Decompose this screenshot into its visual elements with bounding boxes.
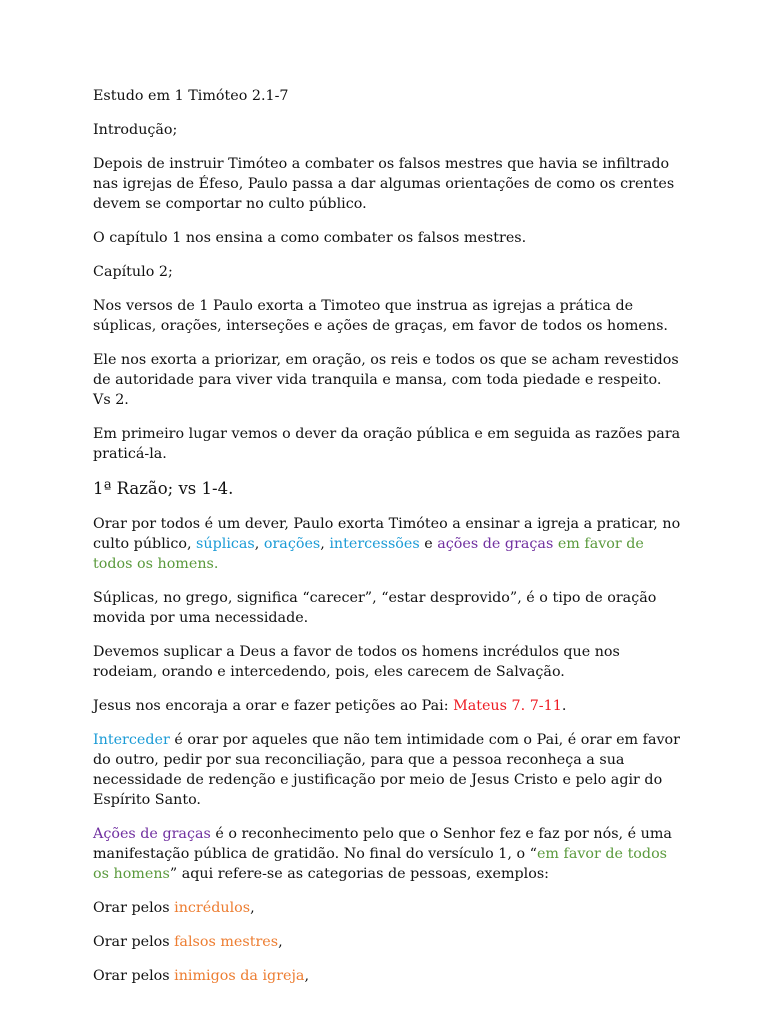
paragraph-context: Depois de instruir Timóteo a combater os falsos mestres que havia se infiltrado nas igrejas de Éfeso, Paulo passa a dar algumas orientações de como os crentes devem se comportar no culto público. [93, 156, 675, 212]
term-acoes-de-gracas-def: Ações de graças [93, 826, 211, 842]
list-prefix: Orar pelos [93, 968, 175, 984]
term-interceder: Interceder [93, 732, 170, 748]
list-suffix: , [250, 900, 255, 916]
acoes-text: é o reconhecimento pelo que o Senhor fez e faz por nós, é uma manifestação pública de gratidão. No final do versículo 1, o “ [93, 826, 672, 862]
encourage-text: Jesus nos encoraja a orar e fazer petições ao Pai: [93, 698, 454, 714]
acoes-text-end: ” aqui refere-se as categorias de pessoas, exemplos: [169, 866, 549, 882]
document-title: Estudo em 1 Timóteo 2.1-7 [93, 88, 289, 104]
list-term: falsos mestres [174, 934, 279, 950]
paragraph-suplicar: Devemos suplicar a Deus a favor de todos os homens incrédulos que nos rodeiam, orando e intercedendo, pois, eles carecem de Salvação. [93, 644, 620, 680]
intro-label: Introdução; [93, 122, 178, 138]
document-page [93, 86, 683, 1000]
period: . [561, 698, 567, 714]
term-intercessoes: intercessões [329, 536, 420, 552]
term-acoes-de-gracas: ações de graças [437, 536, 554, 552]
chapter-label: Capítulo 2; [93, 264, 173, 280]
bible-reference: Mateus 7. 7-11 [453, 698, 562, 714]
paragraph-authorities: Ele nos exorta a priorizar, em oração, os reis e todos os que se acham revestidos de autoridade para viver vida tranquila e mansa, com toda piedade e respeito. Vs 2. [93, 352, 679, 408]
list-suffix: , [304, 968, 310, 984]
duty-text: Orar por todos é um dever, Paulo exorta Timóteo a ensinar a igreja a praticar, no culto público, [93, 516, 681, 552]
paragraph-exhortation: Nos versos de 1 Paulo exorta a Timoteo que instrua as igrejas a prática de súplicas, orações, interseções e ações de graças, em favor de todos os homens. [93, 298, 668, 334]
interceder-text: é orar por aqueles que não tem intimidade com o Pai, é orar em favor do outro, pedir por sua reconciliação, para que a pessoa reconheça a sua necessidade de redenção e justificação por meio de Jesus Cristo e pelo agir do Espírito Santo. [93, 732, 680, 808]
term-oracoes: orações [263, 536, 321, 552]
paragraph-jesus-encourages [93, 696, 683, 716]
paragraph-interceder [93, 730, 683, 810]
separator: , [320, 536, 330, 552]
list-prefix: Orar pelos [93, 900, 175, 916]
quote-em-favor: em favor de todos os homens [93, 846, 668, 882]
paragraph-suplicas-definition: Súplicas, no grego, significa “carecer”, “estar desprovido”, é o tipo de oração movida por uma necessidade. [93, 590, 657, 626]
list-term: inimigos da igreja [174, 968, 305, 984]
paragraph-public-prayer: Em primeiro lugar vemos o dever da oração pública e em seguida as razões para praticá-la. [93, 426, 681, 462]
list-prefix: Orar pelos [93, 934, 175, 950]
term-em-favor: em favor de todos os homens. [93, 536, 644, 572]
list-item [93, 966, 683, 986]
list-term: incrédulos [174, 900, 251, 916]
list-suffix: , [278, 934, 283, 950]
separator: , [254, 536, 264, 552]
term-suplicas: súplicas [196, 536, 255, 552]
paragraph-acoes-de-gracas [93, 824, 683, 884]
paragraph-chapter-one: O capítulo 1 nos ensina a como combater os falsos mestres. [93, 230, 527, 246]
paragraph-duty [93, 514, 683, 574]
section-heading-first-reason: 1ª Razão; vs 1-4. [93, 479, 234, 498]
separator: e [419, 536, 438, 552]
list-item [93, 932, 683, 952]
list-item [93, 898, 683, 918]
